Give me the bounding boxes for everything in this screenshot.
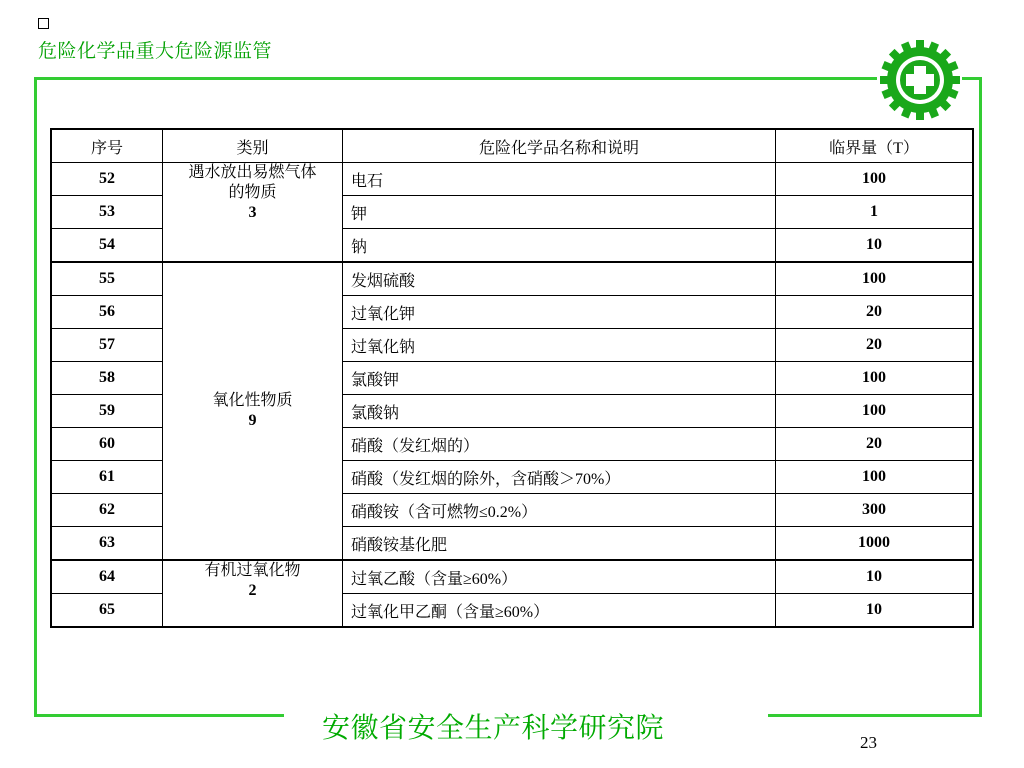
frame-border-top: [34, 77, 877, 80]
category-label: 氧化性物质: [212, 392, 293, 409]
row-no: 64: [51, 560, 163, 594]
footer-organization: 安徽省安全生产科学研究院: [322, 711, 665, 744]
row-no: 60: [51, 428, 163, 461]
category-cell: [163, 560, 343, 627]
category-count: 2: [248, 582, 257, 599]
frame-border-bottom-right: [768, 714, 982, 717]
chemical-name: 硝酸铵基化肥: [343, 527, 776, 561]
threshold-value: 10: [776, 229, 974, 263]
category-label: 遇水放出易燃气体的物质: [188, 164, 317, 201]
safety-cross-gear-icon: [878, 38, 962, 122]
hazardous-chemicals-table: [50, 128, 974, 628]
frame-border-bottom-left: [34, 714, 284, 717]
row-no: 63: [51, 527, 163, 561]
threshold-value: 100: [776, 461, 974, 494]
row-no: 56: [51, 296, 163, 329]
threshold-value: 1000: [776, 527, 974, 561]
table-row: [51, 262, 973, 296]
chemical-name: 硝酸（发红烟的）: [343, 428, 776, 461]
row-no: 54: [51, 229, 163, 263]
slide-title: 危险化学品重大危险源监管: [38, 40, 273, 62]
header-no: 序号: [51, 129, 163, 163]
threshold-value: 100: [776, 163, 974, 196]
chemical-name: 氯酸钾: [343, 362, 776, 395]
threshold-value: 100: [776, 362, 974, 395]
category-count: 9: [248, 412, 257, 429]
chemical-name: 过氧乙酸（含量≥60%）: [343, 560, 776, 594]
row-no: 62: [51, 494, 163, 527]
threshold-value: 300: [776, 494, 974, 527]
chemical-name: 电石: [343, 163, 776, 196]
table-row: [51, 560, 973, 594]
category-label: 有机过氧化物: [204, 562, 301, 579]
header-threshold: 临界量（T）: [776, 129, 974, 163]
row-no: 61: [51, 461, 163, 494]
row-no: 53: [51, 196, 163, 229]
bullet-square-icon: [38, 18, 49, 29]
threshold-value: 1: [776, 196, 974, 229]
category-cell: [163, 262, 343, 560]
chemical-name: 硝酸（发红烟的除外，含硝酸＞70%）: [343, 461, 776, 494]
chemical-name: 硝酸铵（含可燃物≤0.2%）: [343, 494, 776, 527]
table-header-row: [51, 129, 973, 163]
category-cell: [163, 163, 343, 263]
chemical-name: 氯酸钠: [343, 395, 776, 428]
chemical-name: 过氧化甲乙酮（含量≥60%）: [343, 594, 776, 628]
frame-border-right: [979, 77, 982, 717]
frame-border-left: [34, 77, 37, 717]
threshold-value: 20: [776, 428, 974, 461]
threshold-value: 10: [776, 560, 974, 594]
row-no: 59: [51, 395, 163, 428]
chemical-name: 发烟硫酸: [343, 262, 776, 296]
header-category: 类别: [163, 129, 343, 163]
header-name: 危险化学品名称和说明: [343, 129, 776, 163]
threshold-value: 20: [776, 296, 974, 329]
row-no: 52: [51, 163, 163, 196]
row-no: 55: [51, 262, 163, 296]
chemical-name: 钾: [343, 196, 776, 229]
chemical-name: 过氧化钠: [343, 329, 776, 362]
row-no: 57: [51, 329, 163, 362]
row-no: 58: [51, 362, 163, 395]
threshold-value: 10: [776, 594, 974, 628]
row-no: 65: [51, 594, 163, 628]
category-count: 3: [248, 204, 257, 221]
chemical-name: 钠: [343, 229, 776, 263]
threshold-value: 100: [776, 395, 974, 428]
chemical-name: 过氧化钾: [343, 296, 776, 329]
page-number: 23: [860, 733, 877, 752]
threshold-value: 100: [776, 262, 974, 296]
threshold-value: 20: [776, 329, 974, 362]
table-row: [51, 163, 973, 196]
